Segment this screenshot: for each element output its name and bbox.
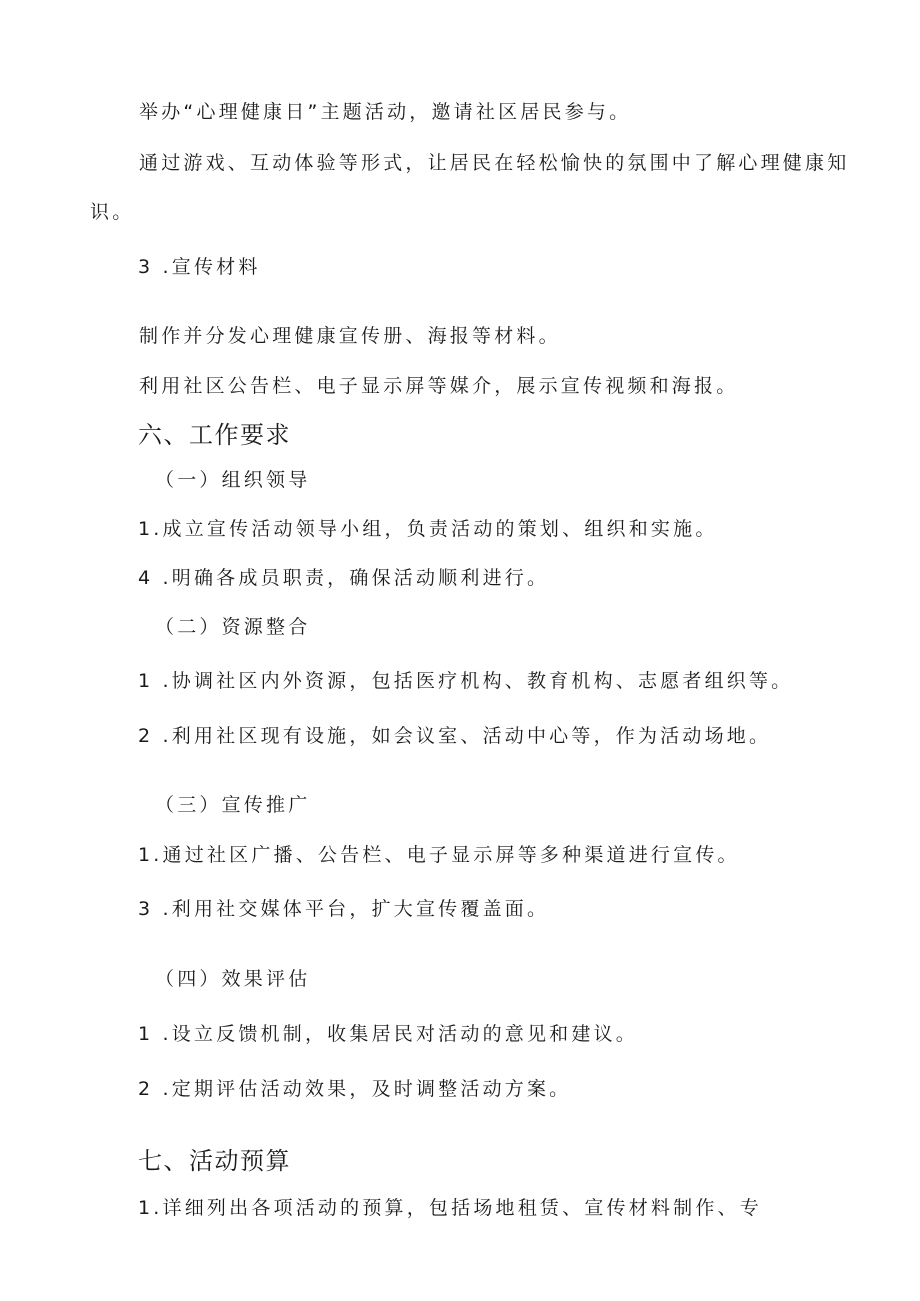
section-heading: 六、工作要求 [138, 421, 291, 449]
list-item: 1.成立宣传活动领导小组，负责活动的策划、组织和实施。 [138, 518, 718, 540]
list-item: 1.详细列出各项活动的预算，包括场地租赁、宣传材料制作、专 [138, 1197, 762, 1219]
list-item-title: 3 .宣传材料 [138, 256, 261, 278]
paragraph-line: 识。 [90, 201, 135, 223]
paragraph-line: 利用社区公告栏、电子显示屏等媒介，展示宣传视频和海报。 [139, 375, 739, 397]
paragraph-line: 通过游戏、互动体验等形式，让居民在轻松愉快的氛围中了解心理健康知 [139, 152, 850, 174]
list-item: 1.通过社区广播、公告栏、电子显示屏等多种渠道进行宣传。 [138, 844, 740, 866]
subsection-title: （一）组织领导 [155, 469, 311, 491]
list-item: 1 .协调社区内外资源，包括医疗机构、教育机构、志愿者组织等。 [138, 670, 794, 692]
section-heading: 七、活动预算 [138, 1147, 291, 1175]
list-item: 2 .利用社区现有设施，如会议室、活动中心等，作为活动场地。 [138, 725, 772, 747]
paragraph-line: 举办“心理健康日”主题活动，邀请社区居民参与。 [139, 101, 632, 123]
subsection-title: （二）资源整合 [155, 616, 311, 638]
subsection-title: （四）效果评估 [155, 968, 311, 990]
list-item: 2 .定期评估活动效果，及时调整活动方案。 [138, 1078, 572, 1100]
paragraph-line: 制作并分发心理健康宣传册、海报等材料。 [139, 325, 561, 347]
list-item: 4 .明确各成员职责，确保活动顺利进行。 [138, 567, 550, 589]
list-item: 3 .利用社交媒体平台，扩大宣传覆盖面。 [138, 898, 550, 920]
list-item: 1 .设立反馈机制，收集居民对活动的意见和建议。 [138, 1023, 638, 1045]
subsection-title: （三）宣传推广 [155, 794, 311, 816]
